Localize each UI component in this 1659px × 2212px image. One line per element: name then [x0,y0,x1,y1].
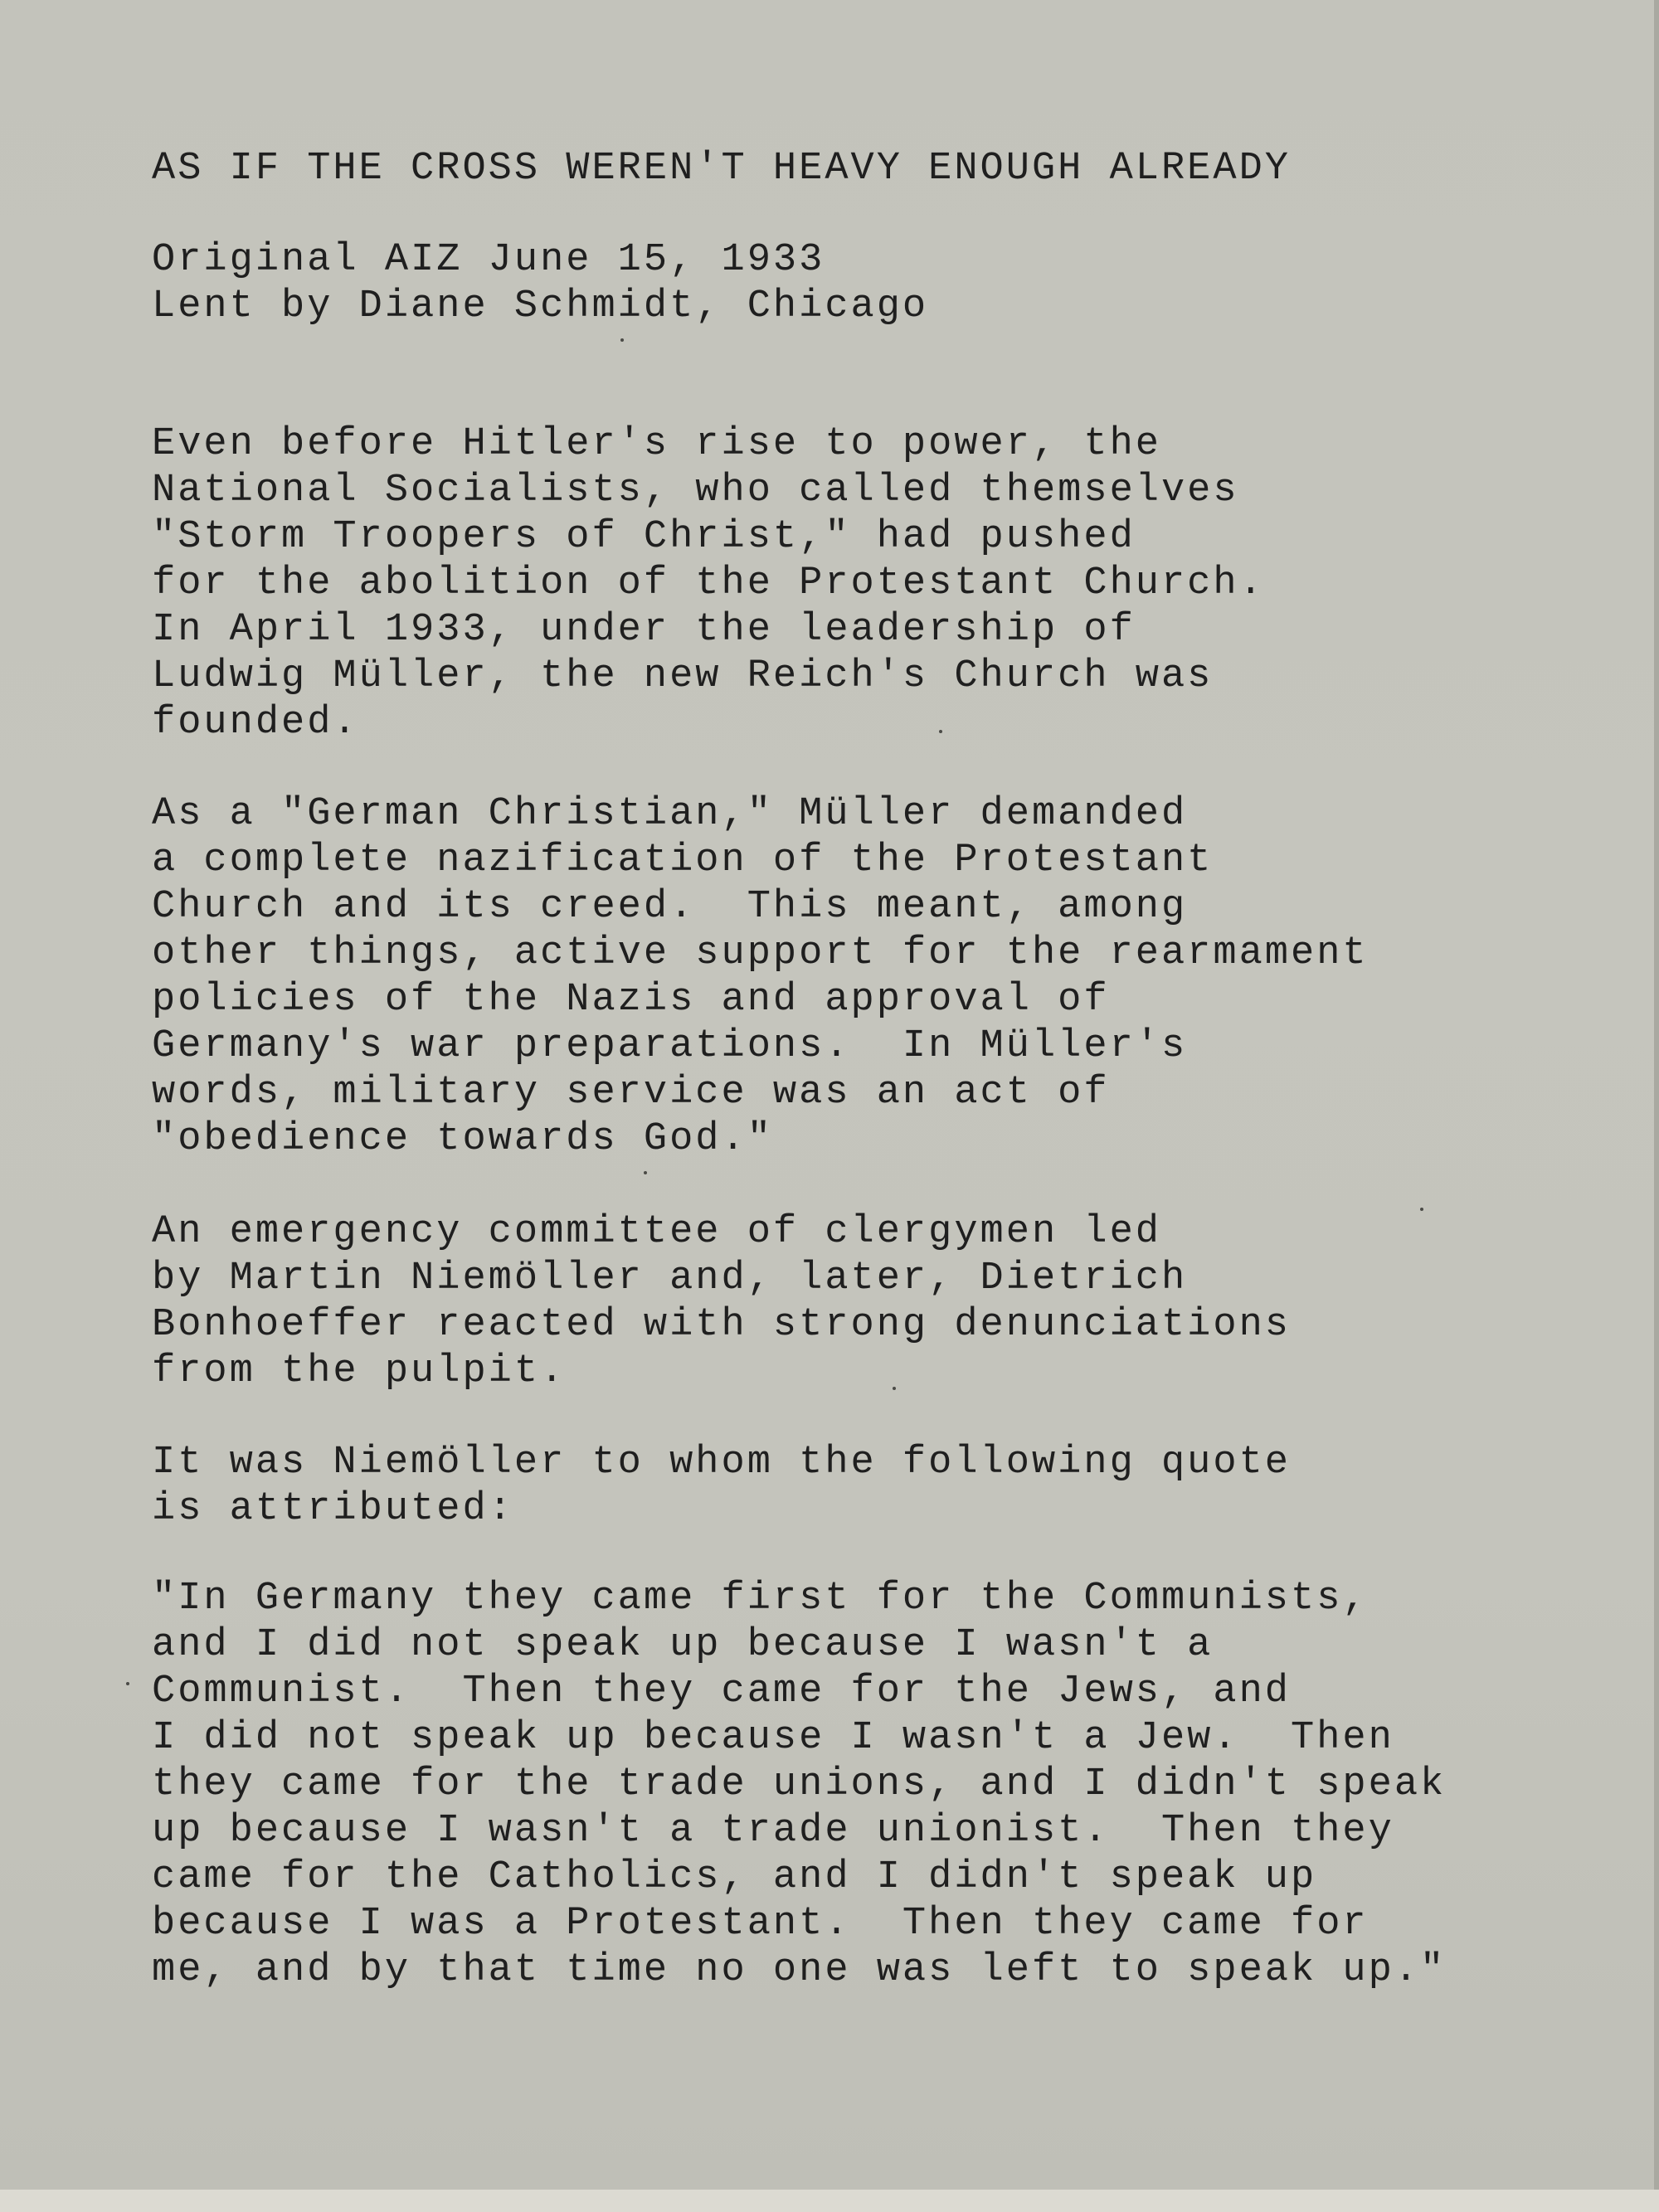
credits-block [152,237,928,330]
surface-speck [1420,1208,1423,1211]
text-line: In April 1933, under the leadership of [152,608,1136,652]
paragraph-4 [152,1440,1291,1533]
quote-line: and I did not speak up because I wasn't a [152,1623,1214,1667]
surface-speck [939,730,942,733]
text-line: "obedience towards God." [152,1117,773,1161]
quote-line: "In Germany they came first for the Communists, [152,1577,1369,1621]
text-line: founded. [152,701,359,745]
text-line: It was Niemöller to whom the following quote [152,1441,1292,1485]
text-line: Ludwig Müller, the new Reich's Church was [152,654,1214,698]
surface-speck [126,1682,129,1685]
surface-speck [644,1171,647,1174]
text-line: is attributed: [152,1487,514,1531]
text-line: An emergency committee of clergymen led [152,1210,1161,1254]
text-line: National Socialists, who called themselves [152,469,1239,513]
quote-line: up because I wasn't a trade unionist. Then they [152,1809,1394,1853]
text-line: from the pulpit. [152,1349,567,1393]
text-line: Germany's war preparations. In Müller's [152,1024,1188,1068]
surface-speck [893,1387,896,1390]
placard-title: AS IF THE CROSS WEREN'T HEAVY ENOUGH ALREADY [152,147,1292,191]
text-line: words, military service was an act of [152,1071,1110,1115]
quote-line: they came for the trade unions, and I didn't speak [152,1762,1447,1806]
paragraph-3 [152,1209,1291,1395]
quote-line: me, and by that time no one was left to speak up." [152,1948,1447,1992]
quote-line: came for the Catholics, and I didn't speak up [152,1855,1317,1899]
credit-line: Original AIZ June 15, 1933 [152,238,825,282]
credit-line: Lent by Diane Schmidt, Chicago [152,284,929,328]
text-line: As a "German Christian," Müller demanded [152,792,1188,836]
text-line: other things, active support for the rearmament [152,931,1369,975]
text-line: a complete nazification of the Protestant [152,839,1214,882]
text-line: "Storm Troopers of Christ," had pushed [152,515,1136,559]
quote-line: I did not speak up because I wasn't a Jew. Then [152,1716,1394,1760]
text-line: policies of the Nazis and approval of [152,978,1110,1022]
text-line: by Martin Niemöller and, later, Dietrich [152,1257,1188,1300]
quote-line: because I was a Protestant. Then they came for [152,1902,1369,1946]
paragraph-1 [152,421,1265,746]
niemoller-quote [152,1576,1446,1994]
floor-strip [0,2190,1659,2212]
quote-line: Communist. Then they came for the Jews, and [152,1670,1292,1714]
text-line: Even before Hitler's rise to power, the [152,422,1161,466]
text-line: Bonhoeffer reacted with strong denunciations [152,1303,1292,1347]
paragraph-2 [152,791,1369,1163]
text-line: for the abolition of the Protestant Church. [152,562,1265,605]
surface-speck [620,338,624,342]
text-line: Church and its creed. This meant, among [152,885,1188,929]
